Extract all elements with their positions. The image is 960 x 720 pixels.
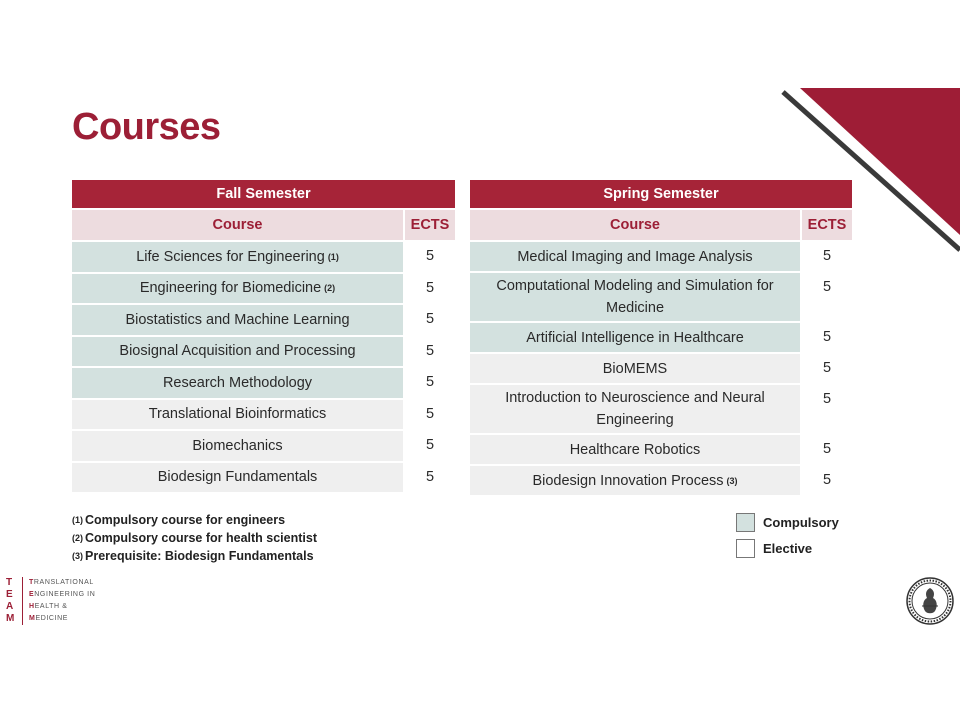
fall-semester-table (72, 180, 455, 492)
ects-value: 5 (425, 437, 435, 453)
spring-column-headers (470, 210, 852, 240)
table-row (72, 431, 455, 461)
spring-semester-header: Spring Semester (470, 180, 852, 208)
team-logo-word-initial: T (29, 579, 34, 586)
team-logo-letter: E (6, 589, 13, 600)
ects-value: 5 (822, 441, 832, 457)
spring-col-ects: ECTS (802, 210, 852, 240)
course-name-text: Artificial Intelligence in Healthcare (526, 329, 744, 346)
course-name (470, 242, 800, 271)
legend-elective-label: Elective (763, 540, 813, 556)
course-name-text: Computational Modeling and Simulation for Medicine (496, 278, 774, 316)
table-row (72, 337, 455, 367)
team-logo-word-initial: E (29, 591, 35, 598)
table-row (72, 305, 455, 335)
ects-value: 5 (822, 360, 832, 376)
course-name (72, 305, 403, 335)
fall-col-course: Course (72, 210, 403, 240)
spring-rows (470, 242, 852, 495)
ects-value: 5 (822, 248, 832, 264)
course-name (470, 273, 800, 321)
course-name-text: Research Methodology (162, 374, 313, 391)
table-row (72, 368, 455, 398)
course-name (72, 400, 403, 430)
footnote-mark: (3) (72, 551, 83, 561)
footnote-text: Compulsory course for engineers (85, 513, 286, 527)
course-name (72, 463, 403, 493)
team-logo-word-initial: M (29, 615, 36, 622)
fall-rows (72, 242, 455, 492)
table-row (470, 466, 852, 495)
table-row (72, 463, 455, 493)
ects-value: 5 (822, 329, 832, 345)
footnote (72, 547, 317, 565)
spring-semester-table (470, 180, 852, 495)
ects-value: 5 (425, 374, 435, 390)
ects-value: 5 (822, 472, 832, 488)
course-name-text: Biodesign Innovation Process (532, 472, 724, 489)
course-name-text: Biomechanics (192, 437, 283, 454)
team-logo-word-rest: EDICINE (35, 615, 69, 622)
ects-value: 5 (425, 311, 435, 327)
table-row (470, 385, 852, 433)
footnote (72, 511, 317, 529)
elective-swatch (736, 539, 755, 558)
team-logo-letters (6, 577, 23, 625)
ects-value: 5 (822, 391, 832, 407)
table-row (72, 400, 455, 430)
course-name (470, 466, 800, 495)
team-logo (6, 577, 95, 625)
ects-value: 5 (425, 342, 435, 359)
team-logo-words (29, 577, 95, 625)
team-logo-letter: T (6, 577, 13, 588)
course-name-text: Medical Imaging and Image Analysis (517, 248, 753, 265)
table-row (470, 273, 852, 321)
course-name (72, 337, 403, 367)
team-logo-word-rest: EALTH & (34, 603, 68, 610)
team-logo-word (29, 601, 95, 613)
course-name-text: Biodesign Fundamentals (157, 469, 318, 486)
course-name-text: Introduction to Neuroscience and Neural Engineering (505, 390, 765, 428)
footnote-mark: (1) (327, 251, 339, 262)
footnotes (72, 511, 317, 565)
team-logo-word (29, 589, 95, 601)
legend-elective (736, 535, 839, 561)
footnote-mark: (1) (72, 515, 83, 525)
course-name (72, 431, 403, 461)
course-name (72, 368, 403, 398)
fall-column-headers (72, 210, 455, 240)
team-logo-letter: A (6, 601, 14, 612)
table-row (470, 323, 852, 352)
team-logo-word-initial: H (29, 603, 35, 610)
ects-value: 5 (425, 248, 435, 264)
table-row (470, 435, 852, 464)
footnote-mark: (2) (324, 283, 336, 294)
course-name (72, 242, 403, 272)
fall-semester-header: Fall Semester (72, 180, 455, 208)
course-name (72, 274, 403, 304)
team-logo-letter: M (6, 613, 15, 624)
team-logo-word-rest: NGINEERING IN (34, 591, 96, 598)
course-name (470, 435, 800, 464)
footnote-text: Compulsory course for health scientist (85, 531, 317, 545)
fall-col-ects: ECTS (405, 210, 455, 240)
course-name-text: Healthcare Robotics (569, 441, 701, 458)
ects-value: 5 (822, 279, 832, 295)
course-name (470, 385, 800, 433)
course-name-text: Biosignal Acquisition and Processing (119, 343, 356, 360)
course-name-text: Engineering for Biomedicine (139, 280, 322, 297)
table-row (72, 242, 455, 272)
ects-value: 5 (425, 468, 435, 485)
course-name-text: Biostatistics and Machine Learning (125, 311, 350, 328)
page-title: Courses (72, 106, 221, 148)
team-logo-word (29, 577, 95, 589)
table-row (470, 242, 852, 271)
course-name (470, 354, 800, 383)
course-name-text: Translational Bioinformatics (148, 406, 327, 423)
footnote-text: Prerequisite: Biodesign Fundamentals (85, 549, 314, 563)
course-name-text: BioMEMS (602, 360, 668, 377)
compulsory-swatch (736, 513, 755, 532)
table-row (470, 354, 852, 383)
legend-compulsory (736, 509, 839, 535)
spring-col-course: Course (470, 210, 800, 240)
table-row (72, 274, 455, 304)
ects-value: 5 (425, 279, 435, 296)
legend (736, 509, 839, 561)
course-name-text: Life Sciences for Engineering (136, 248, 325, 265)
course-name (470, 323, 800, 352)
footnote-mark: (3) (726, 475, 738, 486)
team-logo-word-rest: RANSLATIONAL (33, 579, 94, 586)
university-seal-icon (905, 576, 955, 626)
team-logo-word (29, 613, 95, 625)
legend-compulsory-label: Compulsory (763, 514, 839, 530)
ects-value: 5 (425, 405, 435, 422)
footnote-mark: (2) (72, 533, 83, 543)
footnote (72, 529, 317, 547)
